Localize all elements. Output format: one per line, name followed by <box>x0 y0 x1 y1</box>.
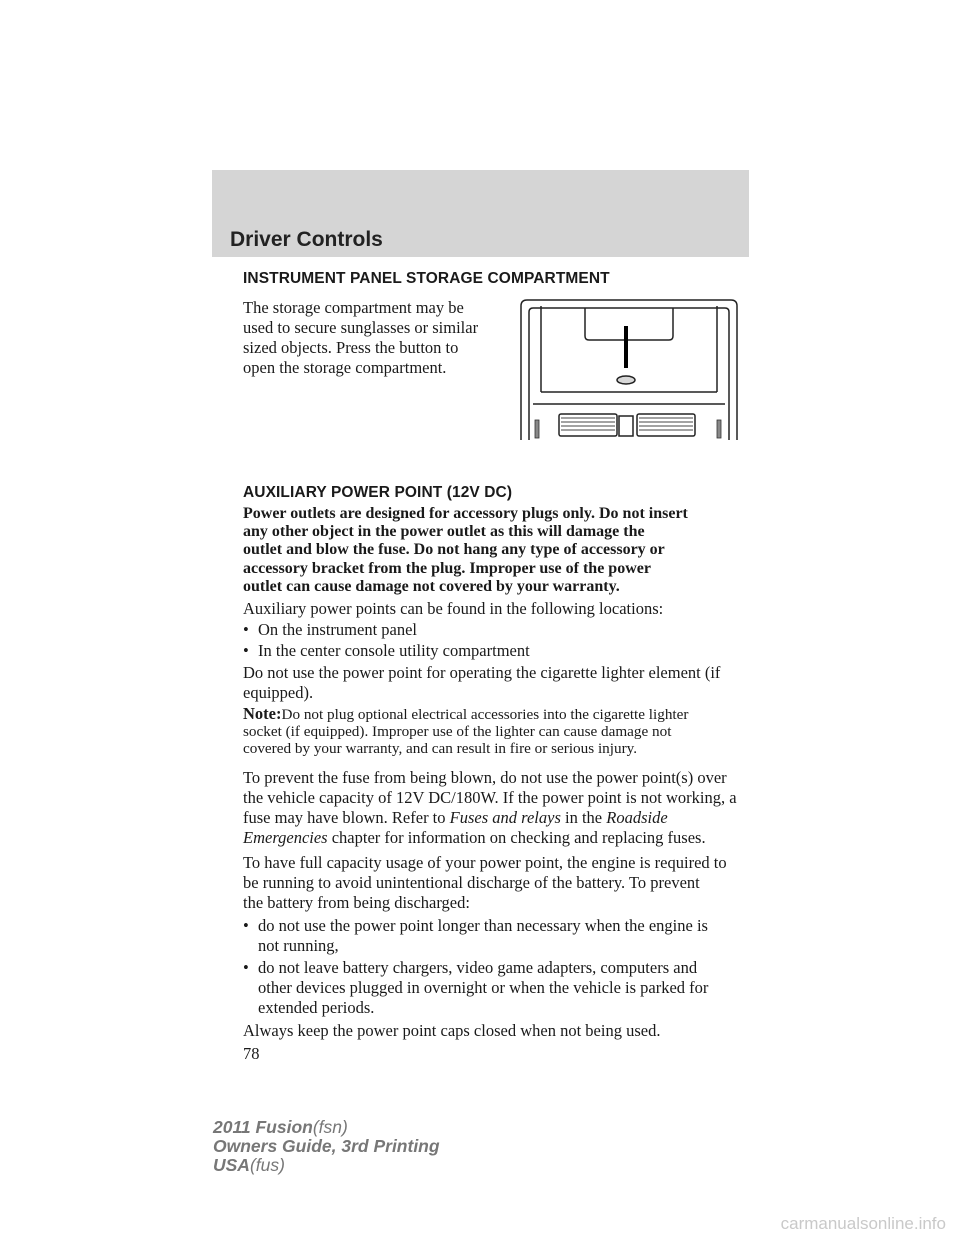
locations-intro: Auxiliary power points can be found in the following locations: <box>243 599 664 618</box>
lighter-warning-text: Do not use the power point for operating the cigarette lighter element (if equipped). <box>243 663 721 702</box>
capacity-paragraph: To have full capacity usage of your power point, the engine is required to be running to avoid unintentional discharge of the battery. To prevent the battery from being discharged: <box>243 853 727 912</box>
chapter-title: Driver Controls <box>230 228 383 251</box>
list-item: • do not use the power point longer than necessary when the engine is not running, <box>243 916 708 955</box>
list-item: • In the center console utility compartment <box>243 641 530 660</box>
document-footer: 2011 Fusion(fsn) Owners Guide, 3rd Printing USA(fus) <box>213 1117 440 1175</box>
fuse-paragraph: To prevent the fuse from being blown, do not use the power point(s) over the vehicle capacity of 12V DC/180W. If the power point is not working, a fuse may have blown. Refer to Fuses and relays in the Roadside Emergencies chapter for information on checking and replacing fuses. <box>243 768 737 847</box>
note-text: Note:Do not plug optional electrical accessories into the cigarette lighter socket (if equipped). Improper use of the lighter can cause damage not covered by your warranty, and can result in fire or serious injury. <box>243 704 689 757</box>
storage-compartment-illustration <box>519 296 739 442</box>
watermark: carmanualsonline.info <box>780 1214 946 1233</box>
storage-compartment-heading: INSTRUMENT PANEL STORAGE COMPARTMENT <box>243 270 610 287</box>
release-button-icon <box>617 376 635 384</box>
closing-text: Always keep the power point caps closed when not being used. <box>243 1021 661 1040</box>
list-item: • do not leave battery chargers, video game adapters, computers and other devices plugged in overnight or when the vehicle is parked for extended periods. <box>243 958 709 1017</box>
list-item: • On the instrument panel <box>243 620 418 639</box>
power-point-warning: Power outlets are designed for accessory plugs only. Do not insert any other object in the power outlet as this will damage the outlet and blow the fuse. Do not hang any type of accessory or accessory bracket from the plug. Improper use of the power outlet can cause damage not covered by your warranty. <box>243 505 688 595</box>
power-point-heading: AUXILIARY POWER POINT (12V DC) <box>243 484 513 501</box>
section-header-bar <box>212 170 749 257</box>
storage-compartment-text: The storage compartment may be used to secure sunglasses or similar sized objects. Press the button to open the storage compartment. <box>243 298 479 377</box>
page-number: 78 <box>243 1044 260 1063</box>
